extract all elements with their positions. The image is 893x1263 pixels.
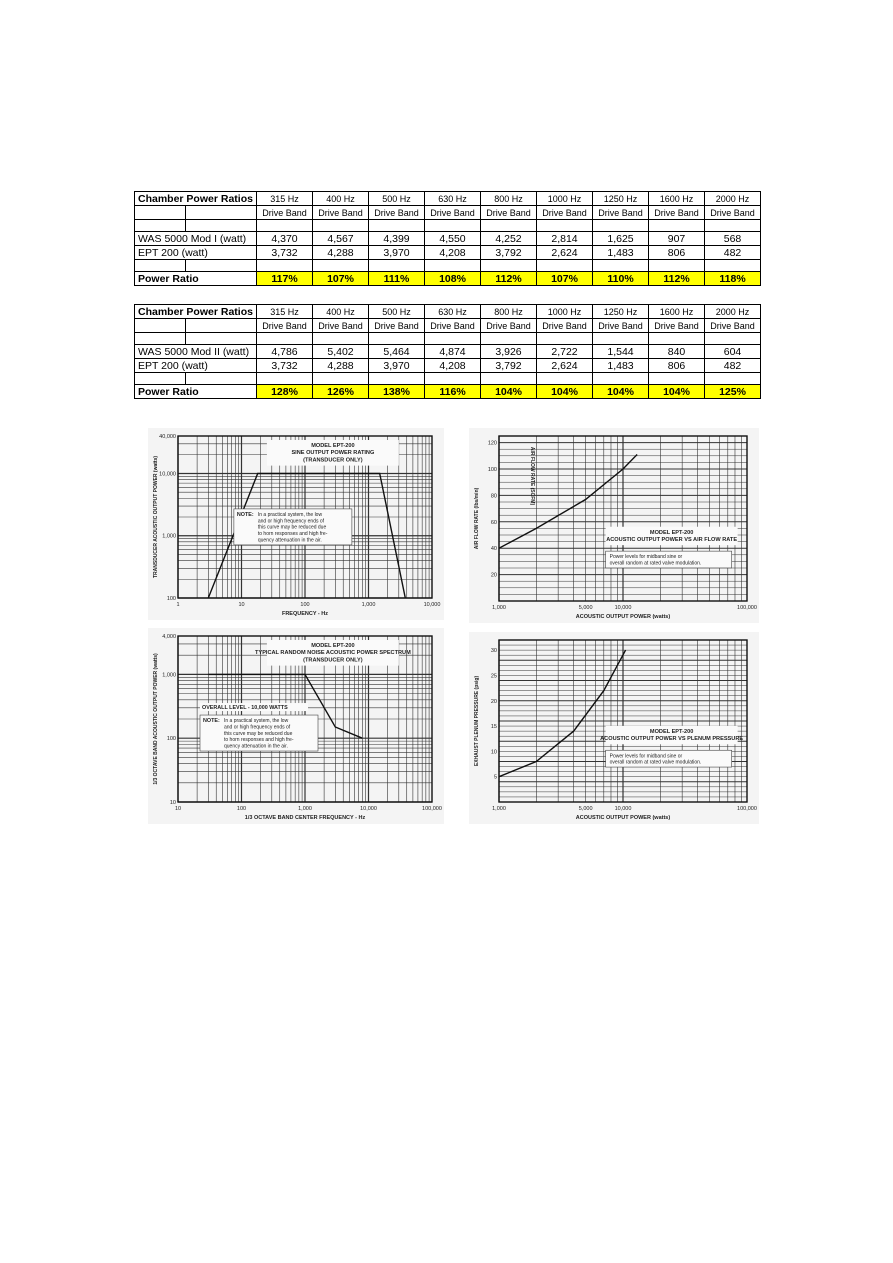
frequency-header: 500 Hz [369, 305, 425, 319]
power-value: 1,544 [593, 345, 649, 359]
band-label: Drive Band [649, 206, 705, 220]
power-value: 2,624 [537, 359, 593, 373]
chart-title-line: (TRANSDUCER ONLY) [303, 657, 363, 664]
power-value: 4,550 [425, 232, 481, 246]
frequency-header: 1000 Hz [537, 192, 593, 206]
empty-cell [649, 260, 705, 272]
power-value: 4,252 [481, 232, 537, 246]
power-value: 2,722 [537, 345, 593, 359]
spacer-row [135, 220, 761, 232]
power-ratio-value: 126% [313, 385, 369, 399]
y-tick-label: 20 [490, 698, 497, 705]
x-axis-label: ACOUSTIC OUTPUT POWER (watts) [575, 815, 671, 821]
power-value: 806 [649, 246, 705, 260]
note-line: In a practical system, the low [224, 718, 289, 725]
power-value: 3,732 [257, 359, 313, 373]
empty-cell [705, 373, 761, 385]
grid [499, 640, 747, 802]
empty-cell [481, 373, 537, 385]
power-ratio-value: 128% [257, 385, 313, 399]
power-value: 2,814 [537, 232, 593, 246]
x-tick-label: 10 [174, 806, 182, 812]
empty-cell [705, 333, 761, 345]
y-tick-label: 100 [166, 736, 176, 743]
y-tick-label: 5 [493, 774, 497, 781]
x-tick-label: 1,000 [492, 806, 506, 812]
y-axis-label: 1/3 OCTAVE BAND ACOUSTIC OUTPUT POWER (watts) [153, 653, 159, 785]
x-axis-label: ACOUSTIC OUTPUT POWER (watts) [575, 614, 671, 620]
row-label: EPT 200 (watt) [135, 246, 257, 260]
note-line: quency attenuation in the air. [257, 537, 322, 544]
note-line: this curve may be reduced due [257, 524, 327, 531]
table-row [135, 232, 761, 246]
y-tick-label: 100 [166, 596, 176, 602]
empty-cell [425, 373, 481, 385]
chart-title-line: MODEL EPT-200 [649, 728, 694, 735]
power-value: 3,792 [481, 246, 537, 260]
spacer-row [135, 260, 761, 272]
y-axis-label: AIR FLOW RATE (lbs/min) [474, 487, 480, 550]
power-value: 3,732 [257, 246, 313, 260]
empty-cell [313, 333, 369, 345]
empty-cell [186, 373, 257, 385]
frequency-header: 1250 Hz [593, 192, 649, 206]
power-value: 907 [649, 232, 705, 246]
y2-axis-label: AIR FLOW RATE (SCFM) [529, 446, 535, 506]
note-line: to horn responses and high fre- [224, 737, 294, 744]
frequency-header: 400 Hz [313, 305, 369, 319]
power-value: 568 [705, 232, 761, 246]
band-label: Drive Band [369, 206, 425, 220]
band-label: Drive Band [593, 319, 649, 333]
band-label: Drive Band [313, 319, 369, 333]
empty-cell [369, 373, 425, 385]
empty-cell [537, 260, 593, 272]
note-line: In a practical system, the low [257, 511, 323, 518]
empty-cell [257, 333, 313, 345]
empty-cell [135, 260, 186, 272]
table-row [135, 345, 761, 359]
y-tick-label: 80 [490, 493, 497, 500]
empty-cell [425, 333, 481, 345]
empty-cell [649, 373, 705, 385]
x-tick-label: 1,000 [298, 806, 312, 812]
chart-title-line: ACOUSTIC OUTPUT POWER VS AIR FLOW RATE [606, 536, 738, 543]
power-value: 4,786 [257, 345, 313, 359]
frequency-header: 1600 Hz [649, 192, 705, 206]
empty-cell [135, 206, 186, 220]
band-label: Drive Band [593, 206, 649, 220]
power-ratio-value: 112% [649, 272, 705, 286]
sine-output-power-chart [148, 428, 444, 620]
power-ratio-value: 104% [593, 385, 649, 399]
chart-title-line: TYPICAL RANDOM NOISE ACOUSTIC POWER SPECTRUM [255, 650, 411, 657]
empty-cell [593, 260, 649, 272]
power-value: 604 [705, 345, 761, 359]
x-tick-label: 1,000 [492, 605, 506, 611]
x-tick-label: 10,000 [614, 806, 632, 812]
frequency-header: 1000 Hz [537, 305, 593, 319]
power-value: 5,402 [313, 345, 369, 359]
power-ratio-value: 110% [593, 272, 649, 286]
header-row [135, 305, 761, 319]
row-label: WAS 5000 Mod II (watt) [135, 345, 257, 359]
empty-cell [313, 220, 369, 232]
frequency-header: 2000 Hz [705, 305, 761, 319]
x-tick-label: 10,000 [614, 605, 632, 611]
header-row [135, 192, 761, 206]
power-value: 2,624 [537, 246, 593, 260]
x-tick-label: 100,000 [737, 605, 757, 611]
empty-cell [313, 373, 369, 385]
power-ratio-value: 116% [425, 385, 481, 399]
note-line: and or high frequency ends of [224, 724, 291, 731]
empty-cell [705, 220, 761, 232]
row-label: WAS 5000 Mod I (watt) [135, 232, 257, 246]
y-tick-label: 1,000 [162, 533, 176, 540]
band-label: Drive Band [257, 319, 313, 333]
y-axis-label: EXHAUST PLENUM PRESSURE (psig) [474, 675, 480, 767]
y-tick-label: 1,000 [162, 672, 176, 679]
empty-cell [649, 333, 705, 345]
power-value: 1,483 [593, 246, 649, 260]
empty-cell [369, 333, 425, 345]
band-label: Drive Band [425, 319, 481, 333]
empty-cell [135, 319, 186, 333]
y-tick-label: 10 [169, 800, 176, 806]
chart-title-line: MODEL EPT-200 [311, 443, 355, 449]
power-ratio-value: 118% [705, 272, 761, 286]
frequency-header: 315 Hz [257, 305, 313, 319]
power-value: 4,208 [425, 246, 481, 260]
x-tick-label: 5,000 [578, 806, 593, 812]
overall-level-label: OVERALL LEVEL - 10,000 WATTS [202, 705, 288, 712]
power-ratio-value: 104% [537, 385, 593, 399]
power-ratio-label: Power Ratio [135, 272, 257, 286]
chart-title-line: (TRANSDUCER ONLY) [303, 457, 363, 464]
spacer-row [135, 333, 761, 345]
power-ratio-value: 125% [705, 385, 761, 399]
empty-cell [705, 260, 761, 272]
empty-cell [257, 220, 313, 232]
power-ratio-value: 104% [481, 385, 537, 399]
x-tick-label: 1 [176, 602, 180, 608]
frequency-header: 630 Hz [425, 192, 481, 206]
power-value: 4,288 [313, 359, 369, 373]
frequency-header: 315 Hz [257, 192, 313, 206]
power-value: 4,874 [425, 345, 481, 359]
empty-cell [593, 333, 649, 345]
power-value: 4,370 [257, 232, 313, 246]
power-value: 4,399 [369, 232, 425, 246]
frequency-header: 1250 Hz [593, 305, 649, 319]
note-label: NOTE: [203, 718, 220, 725]
power-value: 4,567 [313, 232, 369, 246]
power-ratio-value: 107% [313, 272, 369, 286]
band-label: Drive Band [705, 319, 761, 333]
spacer-row [135, 373, 761, 385]
power-value: 4,288 [313, 246, 369, 260]
y-axis-label: TRANSDUCER ACOUSTIC OUTPUT POWER (watts) [153, 455, 159, 579]
empty-cell [481, 333, 537, 345]
empty-cell [593, 220, 649, 232]
table-row [135, 359, 761, 373]
note-line: to horn responses and high fre- [257, 531, 328, 538]
power-value: 4,208 [425, 359, 481, 373]
x-axis-label: FREQUENCY - Hz [281, 611, 329, 617]
band-label: Drive Band [481, 319, 537, 333]
x-tick-label: 1,000 [361, 602, 376, 608]
empty-cell [257, 260, 313, 272]
x-tick-label: 100 [300, 602, 310, 608]
band-label: Drive Band [481, 206, 537, 220]
y-tick-label: 15 [490, 724, 497, 731]
power-value: 806 [649, 359, 705, 373]
empty-cell [186, 220, 257, 232]
x-tick-label: 10 [238, 602, 245, 608]
note-line: Power levels for midband sine or [609, 554, 683, 561]
note-line: overall random at rated valve modulation. [609, 759, 702, 766]
band-label: Drive Band [257, 206, 313, 220]
chamber-power-ratios-table-1 [134, 191, 761, 286]
power-ratio-row [135, 272, 761, 286]
power-value: 1,483 [593, 359, 649, 373]
note-line: overall random at rated valve modulation. [609, 560, 702, 567]
power-value: 3,926 [481, 345, 537, 359]
random-noise-spectrum-chart [148, 628, 444, 824]
band-label: Drive Band [649, 319, 705, 333]
y-tick-label: 25 [490, 673, 497, 680]
frequency-header: 500 Hz [369, 192, 425, 206]
frequency-header: 800 Hz [481, 305, 537, 319]
frequency-header: 1600 Hz [649, 305, 705, 319]
y-tick-label: 10 [490, 749, 497, 756]
empty-cell [537, 373, 593, 385]
power-value: 482 [705, 246, 761, 260]
empty-cell [135, 373, 186, 385]
band-row [135, 206, 761, 220]
chart-title-line: ACOUSTIC OUTPUT POWER VS PLENUM PRESSURE [600, 736, 744, 743]
empty-cell [186, 333, 257, 345]
chart-title-line: MODEL EPT-200 [649, 529, 694, 536]
empty-cell [425, 260, 481, 272]
empty-cell [313, 260, 369, 272]
chart-title-line: SINE OUTPUT POWER RATING [291, 450, 375, 457]
band-label: Drive Band [369, 319, 425, 333]
x-tick-label: 10,000 [423, 602, 441, 608]
note-label: NOTE: [236, 511, 254, 518]
power-value: 482 [705, 359, 761, 373]
band-label: Drive Band [537, 319, 593, 333]
chamber-power-ratios-table-2 [134, 304, 761, 399]
power-value: 3,970 [369, 246, 425, 260]
power-value: 5,464 [369, 345, 425, 359]
empty-cell [537, 220, 593, 232]
y-tick-label: 40 [490, 546, 497, 553]
power-ratio-value: 112% [481, 272, 537, 286]
grid [499, 436, 747, 601]
x-tick-label: 100 [236, 806, 247, 812]
power-ratio-value: 107% [537, 272, 593, 286]
frequency-header: 630 Hz [425, 305, 481, 319]
y-tick-label: 20 [490, 572, 497, 579]
y-tick-label: 120 [487, 440, 497, 447]
plenum-pressure-chart [469, 632, 759, 824]
empty-cell [186, 260, 257, 272]
empty-cell [593, 373, 649, 385]
y-tick-label: 10,000 [159, 471, 176, 478]
band-label: Drive Band [425, 206, 481, 220]
y-tick-label: 100 [487, 467, 497, 473]
power-ratio-value: 104% [649, 385, 705, 399]
table-row [135, 246, 761, 260]
empty-cell [135, 220, 186, 232]
empty-cell [649, 220, 705, 232]
power-value: 3,970 [369, 359, 425, 373]
frequency-header: 800 Hz [481, 192, 537, 206]
table-title: Chamber Power Ratios [135, 192, 257, 206]
chart-title-line: MODEL EPT-200 [311, 643, 355, 649]
x-tick-label: 10,000 [360, 806, 377, 812]
empty-cell [537, 333, 593, 345]
power-ratio-value: 117% [257, 272, 313, 286]
power-ratio-value: 108% [425, 272, 481, 286]
empty-cell [135, 333, 186, 345]
x-tick-label: 100,000 [422, 806, 442, 812]
empty-cell [481, 260, 537, 272]
empty-cell [369, 220, 425, 232]
power-ratio-value: 138% [369, 385, 425, 399]
empty-cell [186, 206, 257, 220]
empty-cell [369, 260, 425, 272]
power-ratio-value: 111% [369, 272, 425, 286]
band-label: Drive Band [705, 206, 761, 220]
note-line: Power levels for midband sine or [609, 753, 683, 760]
note-line: this curve may be reduced due [224, 730, 293, 737]
power-value: 840 [649, 345, 705, 359]
y-tick-label: 4,000 [162, 634, 176, 640]
empty-cell [186, 319, 257, 333]
band-row [135, 319, 761, 333]
power-value: 3,792 [481, 359, 537, 373]
power-ratio-row [135, 385, 761, 399]
empty-cell [425, 220, 481, 232]
empty-cell [257, 373, 313, 385]
y-tick-label: 40,000 [159, 434, 176, 440]
band-label: Drive Band [537, 206, 593, 220]
note-line: and or high frequency ends of [257, 518, 325, 525]
frequency-header: 2000 Hz [705, 192, 761, 206]
power-value: 1,625 [593, 232, 649, 246]
note-line: quency attenuation in the air. [224, 743, 288, 750]
x-axis-label: 1/3 OCTAVE BAND CENTER FREQUENCY - Hz [244, 815, 366, 821]
empty-cell [481, 220, 537, 232]
y-tick-label: 30 [490, 648, 497, 655]
band-label: Drive Band [313, 206, 369, 220]
air-flow-rate-chart [469, 428, 759, 623]
power-ratio-label: Power Ratio [135, 385, 257, 399]
x-tick-label: 5,000 [578, 605, 593, 611]
table-title: Chamber Power Ratios [135, 305, 257, 319]
x-tick-label: 100,000 [737, 806, 757, 812]
frequency-header: 400 Hz [313, 192, 369, 206]
y-tick-label: 60 [490, 519, 497, 526]
row-label: EPT 200 (watt) [135, 359, 257, 373]
